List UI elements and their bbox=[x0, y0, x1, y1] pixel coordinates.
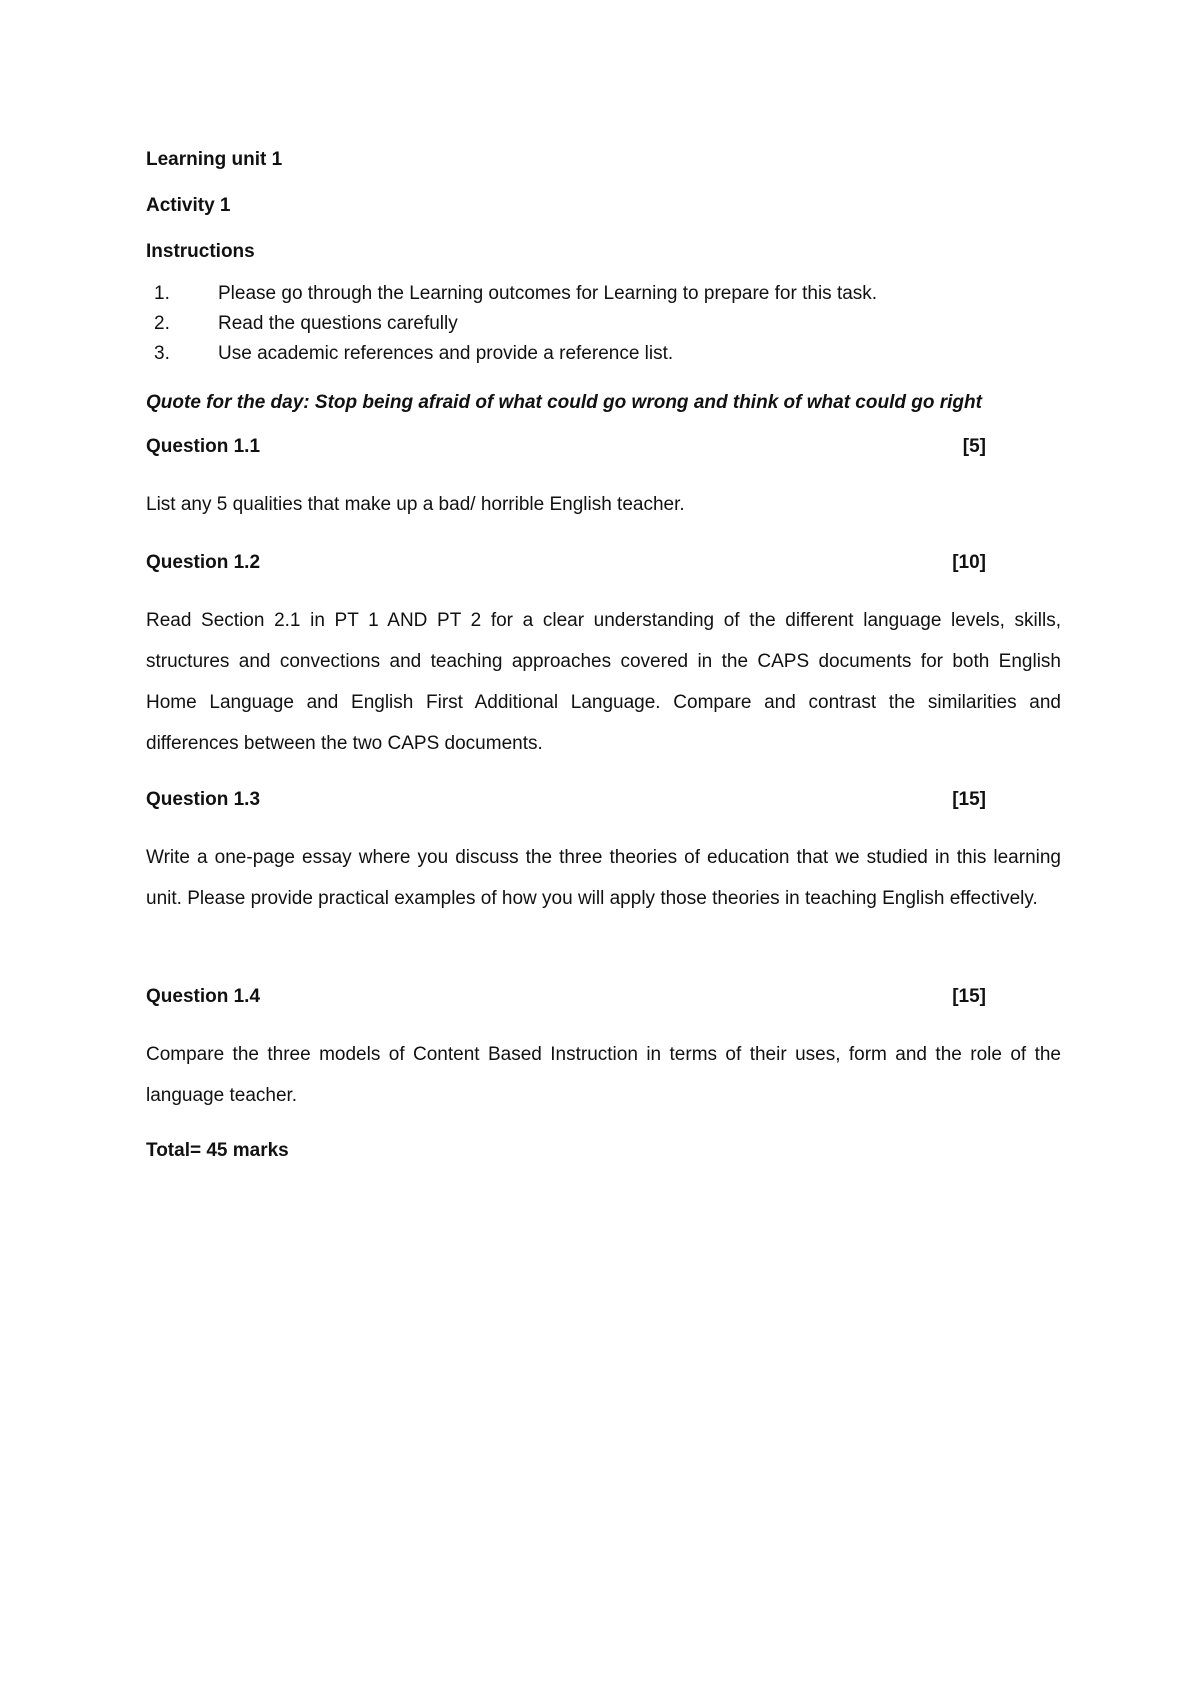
question-heading bbox=[146, 548, 986, 578]
instructions-heading: Instructions bbox=[146, 241, 255, 262]
question-title: Question 1.2 bbox=[146, 552, 261, 573]
question-marks: [15] bbox=[952, 789, 986, 810]
question-heading bbox=[146, 982, 986, 1012]
total-marks: Total= 45 marks bbox=[146, 1140, 289, 1161]
list-item-number: 3. bbox=[154, 343, 170, 364]
question-title: Question 1.1 bbox=[146, 436, 261, 457]
list-item-number: 2. bbox=[154, 313, 170, 334]
question-body: List any 5 qualities that make up a bad/ horrible English teacher. bbox=[146, 494, 685, 515]
list-item-text: Use academic references and provide a reference list. bbox=[218, 343, 674, 364]
quote-of-the-day: Quote for the day: Stop being afraid of what could go wrong and think of what could go right bbox=[146, 392, 982, 413]
list-item-number: 1. bbox=[154, 283, 170, 304]
question-body: Write a one-page essay where you discuss the three theories of education that we studied in this learning unit. Please provide practical examples of how you will apply those theories in teaching English effectively. bbox=[146, 847, 1061, 909]
question-heading bbox=[146, 432, 986, 462]
question-body: Read Section 2.1 in PT 1 AND PT 2 for a clear understanding of the different language levels, skills, structures and convections and teaching approaches covered in the CAPS documents for both English Home Language and English First Additional Language. Compare and contrast the similarities and differences between the two CAPS documents. bbox=[146, 610, 1061, 754]
activity-heading: Activity 1 bbox=[146, 195, 231, 216]
learning-unit-heading: Learning unit 1 bbox=[146, 149, 283, 170]
question-marks: [10] bbox=[952, 552, 986, 573]
question-title: Question 1.4 bbox=[146, 986, 261, 1007]
list-item-text: Read the questions carefully bbox=[218, 313, 458, 334]
question-marks: [5] bbox=[962, 436, 986, 457]
document-page bbox=[146, 0, 1061, 1698]
question-marks: [15] bbox=[952, 986, 986, 1007]
question-title: Question 1.3 bbox=[146, 789, 261, 810]
question-body: Compare the three models of Content Based Instruction in terms of their uses, form and the role of the language teacher. bbox=[146, 1044, 1061, 1106]
list-item-text: Please go through the Learning outcomes for Learning to prepare for this task. bbox=[218, 283, 878, 304]
question-heading bbox=[146, 785, 986, 815]
